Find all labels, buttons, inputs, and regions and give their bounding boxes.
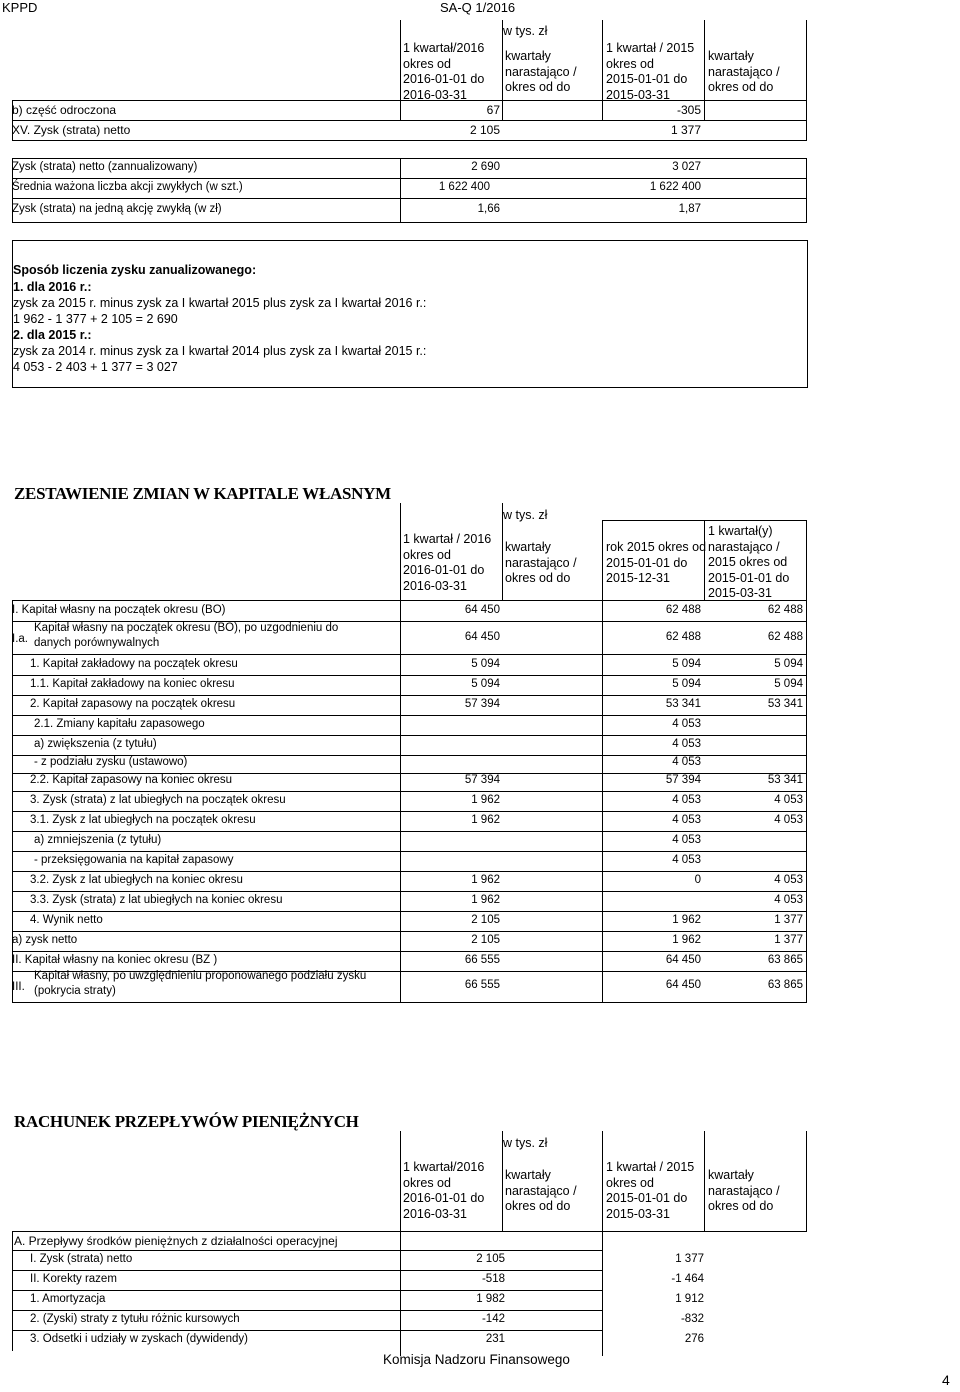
table-row xyxy=(12,772,807,791)
column-header-q1-2016 xyxy=(403,532,491,594)
unit-label: w tys. zł xyxy=(503,508,548,522)
value-q1-2015: 276 xyxy=(684,1333,704,1345)
value-q1-2015: 4 053 xyxy=(774,894,803,906)
value-q1-2016: -518 xyxy=(481,1273,505,1285)
row-label: II. Korekty razem xyxy=(30,1273,117,1285)
value-q1-2015: -1 464 xyxy=(671,1273,704,1285)
column-header-q1-2015 xyxy=(606,41,694,103)
unit-label: w tys. zł xyxy=(503,1136,548,1150)
column-header-line: kwartały xyxy=(505,540,551,554)
column-header-line: okres od xyxy=(403,56,451,71)
column-header-line: okres od do xyxy=(505,571,571,585)
column-header-line: 2016-01-01 do xyxy=(403,563,485,577)
row-label: Średnia ważona liczba akcji zwykłych (w szt.) xyxy=(12,181,243,193)
value-q1-2015: 63 865 xyxy=(767,979,803,991)
row-label: 3.2. Zysk z lat ubiegłych na koniec okresu xyxy=(30,874,243,886)
row-label-continued: danych porównywalnych xyxy=(34,637,160,649)
column-header-line: kwartały xyxy=(505,1168,551,1182)
table-row xyxy=(12,159,807,178)
value-q1-2015: 1 377 xyxy=(675,1253,704,1265)
value-q1-2016: 1 962 xyxy=(471,874,500,886)
footer-text: Komisja Nadzoru Finansowego xyxy=(383,1352,570,1367)
method-line: 1. dla 2016 r.: xyxy=(13,280,92,294)
column-header-line: okres od do xyxy=(708,1199,774,1213)
value-year-2015: 0 xyxy=(694,874,701,886)
value-year-2015: 1 962 xyxy=(672,934,701,946)
row-label: 3. Zysk (strata) z lat ubiegłych na początek okresu xyxy=(30,794,286,806)
row-prefix: III. xyxy=(12,981,25,993)
document-header-left: KPPD xyxy=(2,0,38,15)
method-line: zysk za 2014 r. minus zysk za I kwartał 2014 plus zysk za I kwartał 2015 r.: xyxy=(13,344,427,358)
document-header-center: SA-Q 1/2016 xyxy=(440,0,516,15)
table-row xyxy=(12,812,807,831)
row-label: 2.1. Zmiany kapitału zapasowego xyxy=(34,718,205,730)
value-q1-2016: 57 394 xyxy=(464,774,500,786)
row-label: 4. Wynik netto xyxy=(30,914,103,926)
column-header-line: narastająco / xyxy=(708,1183,780,1198)
column-header-line: 1 kwartał / 2016 xyxy=(403,532,492,546)
column-header-q1-2016 xyxy=(403,41,484,103)
row-label: - przeksięgowania na kapitał zapasowy xyxy=(34,854,234,866)
column-header-line: 2015-03-31 xyxy=(708,586,772,600)
column-header-line: 1 kwartał/2016 xyxy=(403,1160,485,1174)
table-row xyxy=(12,736,807,755)
value-q1-2015: 63 865 xyxy=(767,954,803,966)
value-year-2015: 4 053 xyxy=(672,834,701,846)
column-header-cumulative-2015 xyxy=(708,524,789,602)
row-label: b) część odroczona xyxy=(12,103,117,117)
table-row xyxy=(12,1311,704,1330)
column-header-line: 2015 okres od xyxy=(708,555,788,569)
value-2016: 1 622 400 xyxy=(438,181,490,193)
column-header-line: okres od xyxy=(606,1175,654,1190)
value-q1-2016: 66 555 xyxy=(464,954,500,966)
column-header-line: 2016-01-01 do xyxy=(403,1191,485,1205)
value-q1-2016: 67 xyxy=(486,103,500,117)
value-q1-2015: -305 xyxy=(676,103,701,117)
unit-label: w tys. zł xyxy=(503,24,548,38)
column-header-line: 2016-01-01 do xyxy=(403,72,485,86)
value-year-2015: 4 053 xyxy=(672,718,701,730)
table-row xyxy=(12,201,807,220)
table-row xyxy=(12,754,807,773)
table-row xyxy=(12,912,807,931)
method-line: 2. dla 2015 r.: xyxy=(13,328,92,342)
value-2015: 1,87 xyxy=(678,203,701,215)
table-row xyxy=(12,1251,704,1270)
column-header-line: narastająco / xyxy=(505,555,577,570)
value-q1-2016: 2 105 xyxy=(476,1253,505,1265)
value-q1-2015: 53 341 xyxy=(767,698,803,710)
page-number: 4 xyxy=(942,1372,950,1388)
value-q1-2016: -142 xyxy=(481,1313,505,1325)
cashflow-section-title: RACHUNEK PRZEPŁYWÓW PIENIĘŻNYCH xyxy=(14,1112,359,1131)
value-q1-2015: 1 377 xyxy=(774,934,803,946)
value-2016: 1,66 xyxy=(477,203,500,215)
column-header-line: narastająco / xyxy=(505,1183,577,1198)
value-q1-2016: 1 982 xyxy=(476,1293,505,1305)
row-label: 3.3. Zysk (strata) z lat ubiegłych na koniec okresu xyxy=(30,894,283,906)
row-label: 3.1. Zysk z lat ubiegłych na początek okresu xyxy=(30,814,256,826)
column-header-line: 2015-01-01 do xyxy=(606,72,688,86)
row-label: Zysk (strata) na jedną akcję zwykłą (w zł) xyxy=(12,203,222,215)
row-label: 2. (Zyski) straty z tytułu różnic kursowych xyxy=(30,1313,240,1325)
row-label: Kapitał własny, po uwzględnieniu proponowanego podziału zysku xyxy=(34,970,367,982)
row-label: Zysk (strata) netto (zannualizowany) xyxy=(12,161,198,173)
value-year-2015: 62 488 xyxy=(665,604,701,616)
value-q1-2016: 1 962 xyxy=(471,794,500,806)
column-header-line: 2016-03-31 xyxy=(403,1206,467,1221)
table-row xyxy=(12,892,807,911)
table-row xyxy=(12,622,807,654)
value-q1-2016: 2 105 xyxy=(469,123,500,137)
value-q1-2015: 5 094 xyxy=(774,678,803,690)
column-header-line: okres od xyxy=(403,547,451,562)
column-header-cumulative-2015 xyxy=(708,49,780,96)
table-row xyxy=(12,656,807,675)
row-label: 1. Kapitał zakładowy na początek okresu xyxy=(30,658,238,670)
column-header-line: okres od xyxy=(403,1175,451,1190)
value-q1-2015: 62 488 xyxy=(767,631,803,643)
table-row xyxy=(12,792,807,811)
column-header-line: okres od do xyxy=(505,80,571,94)
value-year-2015: 1 962 xyxy=(672,914,701,926)
row-label: I. Kapitał własny na początek okresu (BO) xyxy=(12,604,226,616)
annualized-profit-method-box xyxy=(12,240,808,388)
column-header-q1-2016 xyxy=(403,1160,484,1222)
value-q1-2016: 2 105 xyxy=(471,914,500,926)
method-line: zysk za 2015 r. minus zysk za I kwartał 2015 plus zysk za I kwartał 2016 r.: xyxy=(13,296,427,310)
column-header-q1-2015 xyxy=(606,1160,694,1222)
table-row xyxy=(12,179,807,198)
table-row xyxy=(12,716,807,735)
row-label: Kapitał własny na początek okresu (BO), po uzgodnieniu do xyxy=(34,622,339,634)
value-year-2015: 57 394 xyxy=(665,774,701,786)
value-q1-2015: 1 912 xyxy=(675,1293,704,1305)
value-q1-2015: 4 053 xyxy=(774,794,803,806)
row-prefix: I.a. xyxy=(12,633,28,645)
value-year-2015: 4 053 xyxy=(672,756,701,768)
row-label-continued: (pokrycia straty) xyxy=(34,985,116,997)
table-row xyxy=(12,932,807,951)
column-header-line: 2015-01-01 do xyxy=(606,1191,688,1205)
value-year-2015: 4 053 xyxy=(672,738,701,750)
row-label: II. Kapitał własny na koniec okresu (BZ ) xyxy=(12,954,218,966)
row-label: a) zmniejszenia (z tytułu) xyxy=(34,834,162,846)
column-header-line: 2016-03-31 xyxy=(403,87,467,102)
column-header-line: 2016-03-31 xyxy=(403,578,467,593)
column-header-line: 2015-01-01 do xyxy=(708,570,790,585)
cashflow-section-label: A. Przepływy środków pieniężnych z działalności operacyjnej xyxy=(14,1234,338,1248)
column-header-line: 2015-12-31 xyxy=(606,571,670,585)
equity-section-title: ZESTAWIENIE ZMIAN W KAPITALE WŁASNYM xyxy=(14,484,391,503)
table-row xyxy=(12,696,807,715)
value-q1-2016: 5 094 xyxy=(471,678,500,690)
row-label: XV. Zysk (strata) netto xyxy=(12,123,131,137)
column-header-line: narastająco / xyxy=(505,64,577,79)
value-q1-2016: 2 105 xyxy=(471,934,500,946)
value-q1-2016: 57 394 xyxy=(464,698,500,710)
column-header-line: kwartały xyxy=(708,1168,754,1182)
value-q1-2016: 1 962 xyxy=(471,894,500,906)
column-header-line: okres od do xyxy=(708,80,774,94)
value-year-2015: 62 488 xyxy=(665,631,701,643)
column-header-line: 1 kwartał / 2015 xyxy=(606,41,695,55)
table-row xyxy=(12,970,807,1002)
value-year-2015: 53 341 xyxy=(665,698,701,710)
row-label: I. Zysk (strata) netto xyxy=(30,1253,133,1265)
value-q1-2015: -832 xyxy=(680,1313,704,1325)
column-header-line: rok 2015 okres od xyxy=(606,540,707,554)
value-q1-2016: 1 962 xyxy=(471,814,500,826)
column-header-line: 1 kwartał/2016 xyxy=(403,41,485,55)
column-header-cumulative-2016 xyxy=(505,1168,577,1215)
column-header-cumulative-2016 xyxy=(505,540,577,587)
table-row xyxy=(12,832,807,851)
row-label: a) zwiększenia (z tytułu) xyxy=(34,738,157,750)
column-header-cumulative-2015 xyxy=(708,1168,780,1215)
column-header-line: okres od xyxy=(606,56,654,71)
table-row xyxy=(12,1291,704,1310)
column-header-cumulative-2016 xyxy=(505,49,577,96)
column-header-line: 1 kwartał / 2015 xyxy=(606,1160,695,1174)
value-q1-2016: 64 450 xyxy=(464,604,500,616)
table-row xyxy=(12,852,807,871)
value-2015: 1 622 400 xyxy=(649,181,701,193)
value-year-2015: 5 094 xyxy=(672,678,701,690)
value-q1-2015: 5 094 xyxy=(774,658,803,670)
value-q1-2016: 231 xyxy=(485,1333,505,1345)
row-label: - z podziału zysku (ustawowo) xyxy=(34,756,188,768)
method-line: 1 962 - 1 377 + 2 105 = 2 690 xyxy=(13,312,178,326)
value-year-2015: 4 053 xyxy=(672,814,701,826)
column-header-line: okres od do xyxy=(505,1199,571,1213)
value-year-2015: 5 094 xyxy=(672,658,701,670)
value-q1-2015: 4 053 xyxy=(774,874,803,886)
value-year-2015: 64 450 xyxy=(665,954,701,966)
column-header-line: 2015-03-31 xyxy=(606,1206,670,1221)
value-year-2015: 64 450 xyxy=(665,979,701,991)
table-row xyxy=(12,602,807,621)
table-row xyxy=(12,676,807,695)
method-line: 4 053 - 2 403 + 1 377 = 3 027 xyxy=(13,360,178,374)
value-q1-2015: 1 377 xyxy=(774,914,803,926)
value-q1-2015: 53 341 xyxy=(767,774,803,786)
column-header-line: 1 kwartał(y) xyxy=(708,524,773,538)
value-q1-2015: 62 488 xyxy=(767,604,803,616)
value-q1-2016: 5 094 xyxy=(471,658,500,670)
value-q1-2015: 4 053 xyxy=(774,814,803,826)
value-year-2015: 4 053 xyxy=(672,794,701,806)
column-header-year-2015 xyxy=(606,540,706,587)
value-q1-2016: 64 450 xyxy=(464,631,500,643)
column-header-line: 2015-01-01 do xyxy=(606,555,688,570)
table-row xyxy=(12,1331,704,1350)
value-2016: 2 690 xyxy=(471,161,500,173)
column-header-line: kwartały xyxy=(505,49,551,63)
table-row xyxy=(12,101,807,120)
table-row xyxy=(12,872,807,891)
row-label: 1. Amortyzacja xyxy=(30,1293,106,1305)
row-label: 1.1. Kapitał zakładowy na koniec okresu xyxy=(30,678,235,690)
table-row xyxy=(12,952,807,971)
row-label: 3. Odsetki i udziały w zyskach (dywidendy) xyxy=(30,1333,248,1345)
column-header-line: 2015-03-31 xyxy=(606,87,670,102)
column-header-line: narastająco / xyxy=(708,64,780,79)
value-q1-2016: 66 555 xyxy=(464,979,500,991)
column-header-line: kwartały xyxy=(708,49,754,63)
table-row xyxy=(12,121,807,140)
value-year-2015: 4 053 xyxy=(672,854,701,866)
column-header-line: narastająco / xyxy=(708,539,780,554)
table-row xyxy=(12,1271,704,1290)
row-label: 2. Kapitał zapasowy na początek okresu xyxy=(30,698,236,710)
row-label: 2.2. Kapitał zapasowy na koniec okresu xyxy=(30,774,233,786)
value-2015: 3 027 xyxy=(672,161,701,173)
row-label: a) zysk netto xyxy=(12,934,78,946)
value-q1-2015: 1 377 xyxy=(670,123,701,137)
method-title: Sposób liczenia zysku zanualizowanego: xyxy=(13,263,257,277)
